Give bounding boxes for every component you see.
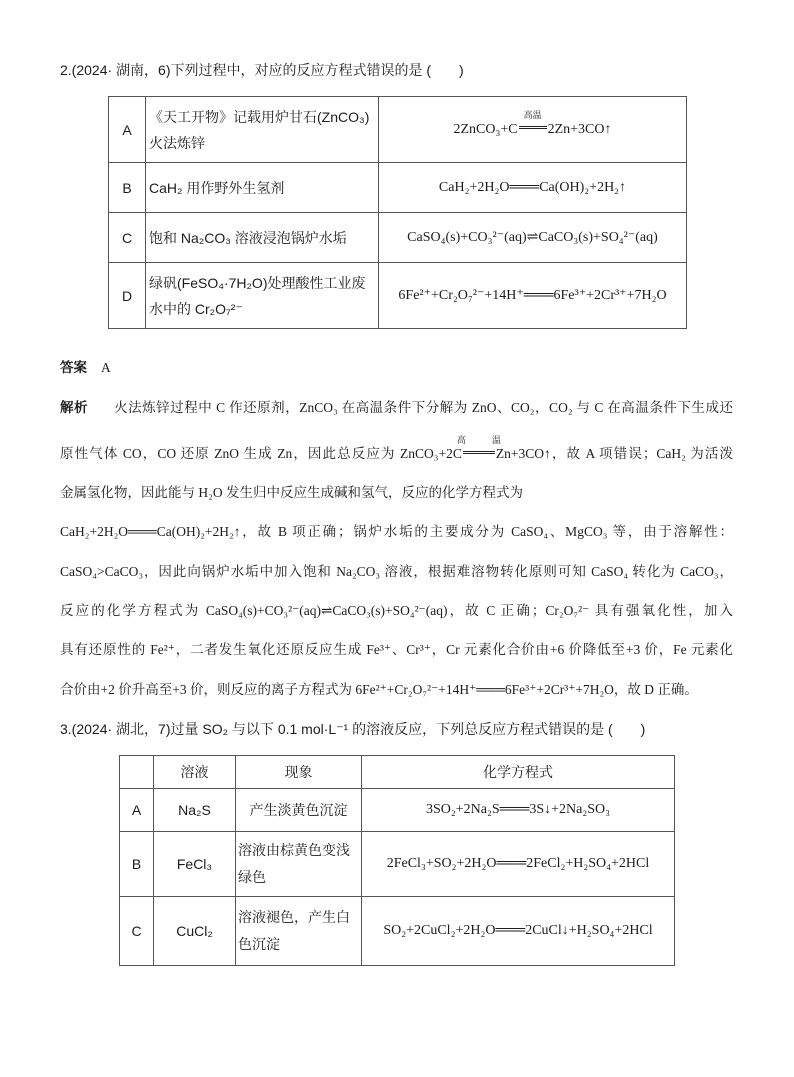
equation-rhs: 2Zn+3CO↑ [547,122,612,137]
explanation-line [60,398,733,418]
option-label: C [120,897,154,966]
process-description: 饱和 Na₂CO₃ 溶液浸泡锅炉水垢 [146,213,379,263]
equation-lhs: 2ZnCO₃+C [453,122,518,137]
table-row [109,97,687,163]
question-2-table [108,96,687,329]
table-row [120,897,675,966]
explanation-line: 合价由+2 价升高至+3 价，则反应的离子方程式为 6Fe²⁺+Cr₂O₇²⁻+14H⁺═══6Fe³⁺+2Cr³⁺+7H₂O，故 D 正确。 [60,682,698,697]
header-cell-empty [120,756,154,789]
condition-label: 高温 [523,110,542,120]
question-3-heading: 3.(2024· 湖北，7)过量 SO₂ 与以下 0.1 mol·L⁻¹ 的溶液反应，下列总反应方程式错误的是 ( ) [60,721,646,737]
reaction-equation: SO₂+2CuCl₂+2H₂O═══2CuCl↓+H₂SO₄+2HCl [362,897,675,966]
option-label: A [109,97,146,163]
option-label: A [120,789,154,832]
explanation-line: CaSO₄>CaCO₃，因此向锅炉水垢中加入饱和 Na₂CO₃ 溶液，根据难溶物转化原则可知 CaSO₄ 转化为 CaCO₃， [60,564,733,579]
reaction-equation: CaSO₄(s)+CO₃²⁻(aq)⇌CaCO₃(s)+SO₄²⁻(aq) [379,213,687,263]
header-equation: 化学方程式 [362,756,675,789]
phenomenon-cell: 溶液褪色，产生白色沉淀 [236,897,362,966]
option-label: C [109,213,146,263]
solution-cell: FeCl₃ [154,832,236,897]
option-label: B [120,832,154,897]
explanation-line: 具有还原性的 Fe²⁺，二者发生氧化还原反应生成 Fe³⁺、Cr³⁺，Cr 元素化合价由+6 价降低至+3 价，Fe 元素化 [60,642,733,657]
table-row [120,789,675,832]
option-label: B [109,163,146,213]
table-row [120,832,675,897]
header-phenomenon: 现象 [236,756,362,789]
option-label: D [109,263,146,329]
header-solution: 溶液 [154,756,236,789]
long-equals-sign [463,451,495,454]
solution-cell: CuCl₂ [154,897,236,966]
solution-cell: Na₂S [154,789,236,832]
table-header-row [120,756,675,789]
reaction-equation [379,97,687,163]
reaction-equation: CaH₂+2H₂O═══Ca(OH)₂+2H₂↑ [379,163,687,213]
phenomenon-cell: 溶液由棕黄色变浅绿色 [236,832,362,897]
process-description: 绿矾(FeSO₄·7H₂O)处理酸性工业废水中的 Cr₂O₇²⁻ [146,263,379,329]
explanation-line: 金属氢化物，因此能与 H₂O 发生归中反应生成碱和氢气，反应的化学方程式为 [60,485,523,500]
process-description: 《天工开物》记载用炉甘石(ZnCO₃)火法炼锌 [146,97,379,163]
reaction-condition [456,435,501,460]
long-equals-sign [519,126,547,129]
answer-line [60,358,111,378]
table-row [109,263,687,329]
process-description: CaH₂ 用作野外生氢剂 [146,163,379,213]
table-row [109,213,687,263]
reaction-equation: 2FeCl₃+SO₂+2H₂O═══2FeCl₂+H₂SO₄+2HCl [362,832,675,897]
explanation-text: 原性气体 CO，CO 还原 ZnO 生成 Zn，因此总反应为 ZnCO₃+2C [60,446,462,461]
reaction-condition [519,110,547,135]
explanation-line: 反应的化学方程式为 CaSO₄(s)+CO₃²⁻(aq)⇌CaCO₃(s)+SO₄²⁻(aq)，故 C 正确；Cr₂O₇²⁻ 具有强氧化性，加入 [60,603,733,618]
reaction-equation: 6Fe²⁺+Cr₂O₇²⁻+14H⁺═══6Fe³⁺+2Cr³⁺+7H₂O [379,263,687,329]
answer-label: 答案 [60,360,87,375]
explanation-text: 火法炼锌过程中 C 作还原剂，ZnCO₃ 在高温条件下分解为 ZnO、CO₂，CO₂ 与 C 在高温条件下生成还 [114,400,733,415]
explanation-label: 解析 [60,400,89,415]
question-3-table [119,755,675,966]
question-2-heading: 2.(2024· 湖南，6)下列过程中，对应的反应方程式错误的是 ( ) [60,62,464,78]
condition-label: 高温 [456,435,501,445]
answer-value: A [101,360,111,375]
table-row [109,163,687,213]
reaction-equation: 3SO₂+2Na₂S═══3S↓+2Na₂SO₃ [362,789,675,832]
explanation-text: Zn+3CO↑，故 A 项错误；CaH₂ 为活泼 [495,446,733,461]
explanation-line: CaH₂+2H₂O═══Ca(OH)₂+2H₂↑，故 B 项正确；锅炉水垢的主要成分为 CaSO₄、MgCO₃ 等，由于溶解性： [60,524,733,539]
explanation-line [60,432,733,464]
phenomenon-cell: 产生淡黄色沉淀 [236,789,362,832]
